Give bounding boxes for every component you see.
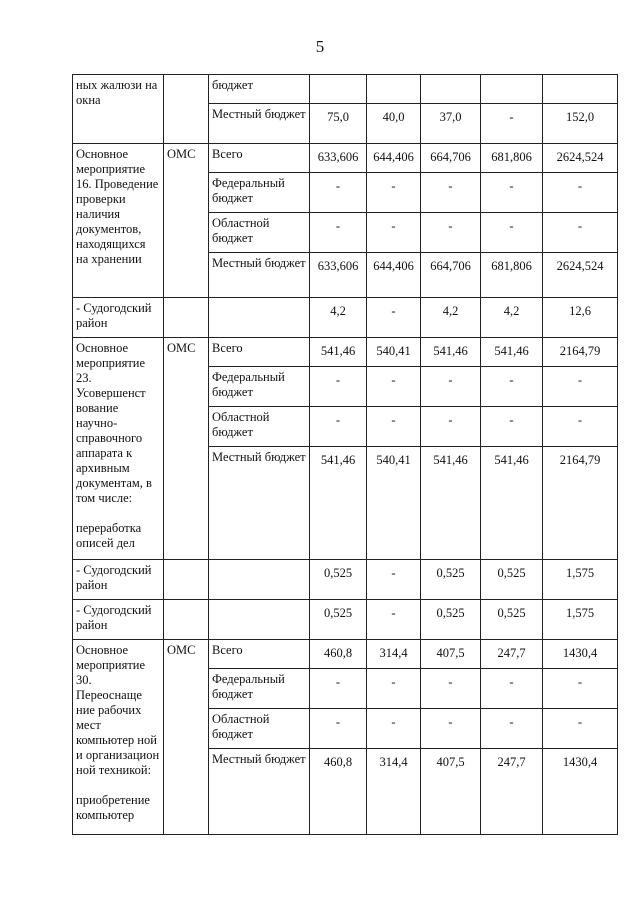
year-value-cell: - bbox=[481, 669, 543, 709]
funding-source-cell: Местный бюджет bbox=[209, 253, 310, 298]
year-value-cell: - bbox=[310, 709, 367, 749]
year-value-cell: 541,46 bbox=[481, 447, 543, 560]
funding-source-cell: Федеральный бюджет bbox=[209, 669, 310, 709]
year-value-cell: - bbox=[421, 367, 481, 407]
activity-name-cell bbox=[73, 75, 164, 144]
activity-name: - Судогодский район bbox=[76, 603, 152, 632]
executor-cell: ОМС bbox=[164, 338, 209, 560]
year-value-cell: - bbox=[367, 709, 421, 749]
year-value-cell: 4,2 bbox=[310, 298, 367, 338]
year-value-cell: - bbox=[310, 367, 367, 407]
funding-source-cell: Всего bbox=[209, 144, 310, 173]
total-value-cell: 2624,524 bbox=[543, 144, 618, 173]
activity-name: Основное мероприятие 30. Переоснаще ние рабочих мест компьютер ной и организацион ной техникой: bbox=[76, 643, 160, 777]
year-value-cell: 247,7 bbox=[481, 749, 543, 835]
year-value-cell: 0,525 bbox=[421, 560, 481, 600]
year-value-cell: - bbox=[481, 407, 543, 447]
activity-name-cell bbox=[73, 338, 164, 560]
funding-source-cell: Местный бюджет bbox=[209, 104, 310, 144]
year-value-cell: 0,525 bbox=[310, 560, 367, 600]
year-value-cell: 664,706 bbox=[421, 144, 481, 173]
table-row bbox=[73, 640, 618, 669]
funding-source-cell: Федеральный бюджет bbox=[209, 367, 310, 407]
year-value-cell: 247,7 bbox=[481, 640, 543, 669]
funding-source-cell: бюджет bbox=[209, 75, 310, 104]
funding-source-cell: Всего bbox=[209, 338, 310, 367]
year-value-cell: 460,8 bbox=[310, 749, 367, 835]
year-value-cell: - bbox=[310, 407, 367, 447]
year-value-cell: 633,606 bbox=[310, 144, 367, 173]
table-row bbox=[73, 560, 618, 600]
funding-source-cell: Областной бюджет bbox=[209, 213, 310, 253]
total-value-cell: 2624,524 bbox=[543, 253, 618, 298]
funding-source-cell: Областной бюджет bbox=[209, 709, 310, 749]
year-value-cell: 644,406 bbox=[367, 144, 421, 173]
funding-source-cell bbox=[209, 560, 310, 600]
year-value-cell: - bbox=[367, 600, 421, 640]
year-value-cell: - bbox=[367, 173, 421, 213]
year-value-cell bbox=[310, 75, 367, 104]
year-value-cell: 540,41 bbox=[367, 338, 421, 367]
table-row bbox=[73, 144, 618, 173]
year-value-cell bbox=[481, 75, 543, 104]
year-value-cell: 4,2 bbox=[481, 298, 543, 338]
year-value-cell: 407,5 bbox=[421, 640, 481, 669]
year-value-cell: - bbox=[481, 709, 543, 749]
total-value-cell: - bbox=[543, 407, 618, 447]
table-row bbox=[73, 298, 618, 338]
funding-source-cell: Местный бюджет bbox=[209, 447, 310, 560]
year-value-cell: 40,0 bbox=[367, 104, 421, 144]
total-value-cell: 2164,79 bbox=[543, 447, 618, 560]
year-value-cell: 681,806 bbox=[481, 144, 543, 173]
activity-subitem: приобретение компьютер bbox=[76, 793, 150, 822]
year-value-cell: - bbox=[421, 213, 481, 253]
year-value-cell bbox=[421, 75, 481, 104]
year-value-cell: 540,41 bbox=[367, 447, 421, 560]
year-value-cell: 314,4 bbox=[367, 749, 421, 835]
executor-cell bbox=[164, 560, 209, 600]
year-value-cell: - bbox=[421, 407, 481, 447]
year-value-cell: - bbox=[481, 367, 543, 407]
year-value-cell: 314,4 bbox=[367, 640, 421, 669]
table-row bbox=[73, 75, 618, 104]
activity-name: - Судогодский район bbox=[76, 301, 152, 330]
total-value-cell: - bbox=[543, 709, 618, 749]
activity-name-cell bbox=[73, 640, 164, 835]
executor-cell: ОМС bbox=[164, 640, 209, 835]
year-value-cell: - bbox=[367, 367, 421, 407]
activity-name-cell bbox=[73, 560, 164, 600]
total-value-cell: 1,575 bbox=[543, 560, 618, 600]
year-value-cell: - bbox=[367, 213, 421, 253]
total-value-cell: 1,575 bbox=[543, 600, 618, 640]
year-value-cell: 0,525 bbox=[421, 600, 481, 640]
year-value-cell: - bbox=[367, 407, 421, 447]
funding-source-cell: Всего bbox=[209, 640, 310, 669]
activity-name: Основное мероприятие 16. Проведение проверки наличия документов, находящихся на хранении bbox=[76, 147, 159, 266]
year-value-cell: - bbox=[421, 173, 481, 213]
activity-subitem: переработка описей дел bbox=[76, 521, 142, 550]
year-value-cell: 644,406 bbox=[367, 253, 421, 298]
executor-cell: ОМС bbox=[164, 144, 209, 298]
activity-name: Основное мероприятие 23. Усовершенст вование научно-справочного аппарата к архивным документам, в том числе: bbox=[76, 341, 152, 505]
funding-source-cell bbox=[209, 600, 310, 640]
year-value-cell: 541,46 bbox=[310, 447, 367, 560]
year-value-cell: - bbox=[367, 560, 421, 600]
funding-source-cell: Местный бюджет bbox=[209, 749, 310, 835]
year-value-cell: 633,606 bbox=[310, 253, 367, 298]
year-value-cell: - bbox=[421, 709, 481, 749]
table-row bbox=[73, 338, 618, 367]
year-value-cell: 0,525 bbox=[481, 600, 543, 640]
year-value-cell: 541,46 bbox=[421, 447, 481, 560]
year-value-cell: - bbox=[367, 669, 421, 709]
total-value-cell: - bbox=[543, 669, 618, 709]
total-value-cell: 152,0 bbox=[543, 104, 618, 144]
funding-source-cell bbox=[209, 298, 310, 338]
year-value-cell: - bbox=[481, 213, 543, 253]
year-value-cell: 541,46 bbox=[421, 338, 481, 367]
year-value-cell: 0,525 bbox=[310, 600, 367, 640]
total-value-cell: 1430,4 bbox=[543, 749, 618, 835]
year-value-cell: - bbox=[367, 298, 421, 338]
year-value-cell: 37,0 bbox=[421, 104, 481, 144]
year-value-cell: 541,46 bbox=[310, 338, 367, 367]
year-value-cell: 460,8 bbox=[310, 640, 367, 669]
year-value-cell: - bbox=[421, 669, 481, 709]
year-value-cell: - bbox=[481, 173, 543, 213]
year-value-cell: 75,0 bbox=[310, 104, 367, 144]
executor-cell bbox=[164, 600, 209, 640]
total-value-cell: - bbox=[543, 213, 618, 253]
executor-cell bbox=[164, 75, 209, 144]
year-value-cell: 4,2 bbox=[421, 298, 481, 338]
funding-source-cell: Областной бюджет bbox=[209, 407, 310, 447]
table-row bbox=[73, 600, 618, 640]
executor-cell bbox=[164, 298, 209, 338]
year-value-cell: 407,5 bbox=[421, 749, 481, 835]
year-value-cell: - bbox=[310, 669, 367, 709]
year-value-cell: 0,525 bbox=[481, 560, 543, 600]
activity-name-cell bbox=[73, 600, 164, 640]
year-value-cell: 664,706 bbox=[421, 253, 481, 298]
activity-name-cell bbox=[73, 144, 164, 298]
year-value-cell: 541,46 bbox=[481, 338, 543, 367]
budget-table bbox=[72, 74, 618, 835]
funding-source-cell: Федеральный бюджет bbox=[209, 173, 310, 213]
total-value-cell bbox=[543, 75, 618, 104]
total-value-cell: 2164,79 bbox=[543, 338, 618, 367]
year-value-cell bbox=[367, 75, 421, 104]
total-value-cell: - bbox=[543, 367, 618, 407]
year-value-cell: - bbox=[481, 104, 543, 144]
total-value-cell: 1430,4 bbox=[543, 640, 618, 669]
page-number: 5 bbox=[315, 37, 325, 56]
year-value-cell: - bbox=[310, 213, 367, 253]
year-value-cell: - bbox=[310, 173, 367, 213]
total-value-cell: 12,6 bbox=[543, 298, 618, 338]
activity-name: ных жалюзи на окна bbox=[76, 78, 158, 107]
activity-name-cell bbox=[73, 298, 164, 338]
activity-name: - Судогодский район bbox=[76, 563, 152, 592]
year-value-cell: 681,806 bbox=[481, 253, 543, 298]
total-value-cell: - bbox=[543, 173, 618, 213]
budget-table-body bbox=[73, 75, 618, 835]
